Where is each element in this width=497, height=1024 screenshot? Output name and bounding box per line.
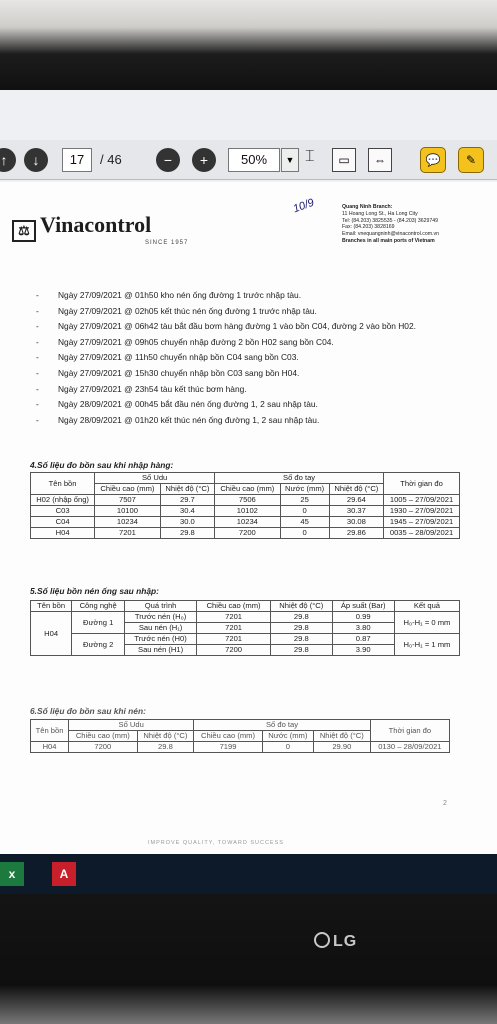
header-cell: Thời gian đo xyxy=(370,720,449,742)
table-row xyxy=(31,506,460,517)
header-cell: Công nghệ xyxy=(72,601,125,612)
table-cell: 7199 xyxy=(194,742,262,753)
branch-line: Branches in all main ports of Vietnam xyxy=(342,237,435,244)
table-cell: C03 xyxy=(31,506,95,517)
log-entry: - Ngày 27/09/2021 @ 09h05 chuyển nhập đường 2 bồn H02 sang bồn C04. xyxy=(36,336,334,347)
table-cell: Trước nén (H0) xyxy=(125,634,197,645)
table-cell: 7201 xyxy=(95,528,161,539)
line-compression-table xyxy=(30,600,460,656)
table-cell: 1945 – 27/09/2021 xyxy=(384,517,460,528)
page-number-input[interactable]: 17 xyxy=(62,148,92,172)
event-log xyxy=(36,290,476,430)
header-cell: Nhiệt độ (°C) xyxy=(137,731,194,742)
table-cell: 30.4 xyxy=(160,506,214,517)
header-cell: Nhiệt độ (°C) xyxy=(160,484,214,495)
tank-after-import-table xyxy=(30,472,460,539)
table-cell: 0 xyxy=(262,742,313,753)
fit-width-icon[interactable]: ⇔ xyxy=(368,148,392,172)
logo-text: Vinacontrol xyxy=(40,212,152,237)
header-cell: Chiều cao (mm) xyxy=(194,731,262,742)
table-cell: 29.8 xyxy=(137,742,194,753)
table-row xyxy=(31,742,450,753)
header-cell: Nhiệt độ (°C) xyxy=(329,484,383,495)
log-entry: - Ngày 27/09/2021 @ 23h54 tàu kết thúc bơm hàng. xyxy=(36,383,247,394)
screen xyxy=(0,90,497,870)
table-cell: Sau nén (H₁) xyxy=(125,623,197,634)
table-cell: 0035 – 28/09/2021 xyxy=(384,528,460,539)
table-cell: 25 xyxy=(280,495,329,506)
table-cell: H04 xyxy=(31,612,72,656)
branch-line: Quang Ninh Branch: xyxy=(342,204,393,210)
table-cell: Sau nén (H1) xyxy=(125,645,197,656)
pdf-page xyxy=(0,182,497,870)
table-cell: 7201 xyxy=(197,623,271,634)
header-cell: Tên bồn xyxy=(31,720,69,742)
table-cell: 7506 xyxy=(215,495,281,506)
lg-circle-icon xyxy=(314,932,330,948)
branch-line: Tel: (84.203) 3825535 - (84.203) 3629749 xyxy=(342,217,439,224)
pdf-toolbar xyxy=(0,140,497,180)
log-entry: - Ngày 28/09/2021 @ 00h45 bắt đầu nén ống đường 1, 2 sau nhập tàu. xyxy=(36,399,318,410)
table-cell: 30.0 xyxy=(160,517,214,528)
table-row xyxy=(31,528,460,539)
monitor-bezel-top xyxy=(0,0,497,90)
table-cell: C04 xyxy=(31,517,95,528)
lg-logo: LG xyxy=(314,932,357,951)
taskbar xyxy=(0,854,497,894)
prev-page-button[interactable]: ↑ xyxy=(0,148,16,172)
fit-page-icon[interactable]: ▭ xyxy=(332,148,356,172)
logo-since: SINCE 1957 xyxy=(145,240,189,246)
select-tool-icon[interactable]: ⌶ xyxy=(305,148,315,165)
header-cell: Số đo tay xyxy=(215,473,384,484)
table-cell: Trước nén (H₀) xyxy=(125,612,197,623)
table-cell: 0 xyxy=(280,528,329,539)
table-row xyxy=(31,634,460,645)
table-cell: 7507 xyxy=(95,495,161,506)
log-entry: - Ngày 27/09/2021 @ 15h30 chuyển nhập bồn C03 sang bồn H04. xyxy=(36,367,300,378)
table-cell: H₀-H₁ = 0 mm xyxy=(394,612,459,634)
table-cell: 29.8 xyxy=(271,634,332,645)
header-cell: Nhiệt độ (°C) xyxy=(271,601,332,612)
footer-slogan: IMPROVE QUALITY, TOWARD SUCCESS xyxy=(148,840,284,846)
table-cell: Đường 2 xyxy=(72,634,125,656)
branch-line: 11 Hoang Long St., Ha Long City xyxy=(342,210,418,217)
table-cell: 30.37 xyxy=(329,506,383,517)
header-cell: Kết quả xyxy=(394,601,459,612)
header-cell: Nước (mm) xyxy=(280,484,329,495)
table-cell: 30.08 xyxy=(329,517,383,528)
log-entry: - Ngày 27/09/2021 @ 01h50 kho nén ống đường 1 trước nhập tàu. xyxy=(36,290,302,300)
log-entry: - Ngày 27/09/2021 @ 06h42 tàu bắt đầu bơm hàng đường 1 vào bồn C04, đường 2 vào bồn H02. xyxy=(36,321,416,332)
table-row xyxy=(31,495,460,506)
header-cell: Chiều cao (mm) xyxy=(215,484,281,495)
section5-title: 5.Số liệu bồn nén ống sau nhập: xyxy=(30,586,159,596)
log-entry: - Ngày 27/09/2021 @ 11h50 chuyển nhập bồn C04 sang bồn C03. xyxy=(36,352,299,363)
header-cell: Áp suất (Bar) xyxy=(332,601,394,612)
header-cell: Chiều cao (mm) xyxy=(197,601,271,612)
table-cell: 10234 xyxy=(95,517,161,528)
table-cell: 29.7 xyxy=(160,495,214,506)
table-cell: 0130 – 28/09/2021 xyxy=(370,742,449,753)
table-cell: 0.87 xyxy=(332,634,394,645)
header-cell: Tên bồn xyxy=(31,601,72,612)
table-cell: H₀-H₁ = 1 mm xyxy=(394,634,459,656)
table-cell: 7200 xyxy=(69,742,137,753)
table-cell: 29.8 xyxy=(271,623,332,634)
scales-icon: ⚖ xyxy=(12,220,36,242)
header-cell: Chiều cao (mm) xyxy=(69,731,137,742)
table-cell: 0 xyxy=(280,506,329,517)
table-cell: 7201 xyxy=(197,612,271,623)
table-cell: 29.8 xyxy=(271,612,332,623)
table-cell: 0.99 xyxy=(332,612,394,623)
handwritten-signature: 10/9 xyxy=(291,196,316,216)
tank-after-compression-table xyxy=(30,719,450,753)
header-cell: Nhiệt độ (°C) xyxy=(313,731,370,742)
table-cell: 10234 xyxy=(215,517,281,528)
table-cell: 7200 xyxy=(197,645,271,656)
table-cell: 10100 xyxy=(95,506,161,517)
table-cell: 7200 xyxy=(215,528,281,539)
comment-icon[interactable]: 💬 xyxy=(420,147,446,173)
table-cell: 29.90 xyxy=(313,742,370,753)
monitor-bezel-bottom xyxy=(0,894,497,1024)
log-entry: - Ngày 28/09/2021 @ 01h20 kết thúc nén ống đường 1, 2 sau nhập tàu. xyxy=(36,414,320,425)
table-cell: H04 xyxy=(31,742,69,753)
header-cell: Nước (mm) xyxy=(262,731,313,742)
section4-title: 4.Số liệu đo bồn sau khi nhập hàng: xyxy=(30,460,174,470)
zoom-dropdown[interactable]: ▼ xyxy=(281,148,299,172)
sign-icon[interactable]: ✎ xyxy=(458,147,484,173)
branch-line: Fax: (84.203) 3828169 xyxy=(342,224,395,231)
acrobat-taskbar-icon[interactable]: A xyxy=(52,862,76,886)
table-cell: 29.8 xyxy=(160,528,214,539)
table-row xyxy=(31,612,460,623)
table-cell: H02 (nhập ống) xyxy=(31,495,95,506)
table-cell: H04 xyxy=(31,528,95,539)
header-cell: Quá trình xyxy=(125,601,197,612)
table-cell: 29.64 xyxy=(329,495,383,506)
zoom-input[interactable]: 50% xyxy=(228,148,280,172)
table-cell: 10102 xyxy=(215,506,281,517)
header-cell: Chiều cao (mm) xyxy=(95,484,161,495)
branch-line: Email: vnequangninh@vinacontrol.com.vn xyxy=(342,231,439,238)
log-entry: - Ngày 27/09/2021 @ 02h05 kết thúc nén ống đường 1 trước nhập tàu. xyxy=(36,305,317,316)
table-cell: 1005 – 27/09/2021 xyxy=(384,495,460,506)
page-number: 2 xyxy=(443,800,447,807)
next-page-button[interactable]: ↓ xyxy=(24,148,48,172)
table-cell: 3.90 xyxy=(332,645,394,656)
header-cell: Số Udu xyxy=(69,720,194,731)
table-row xyxy=(31,517,460,528)
section6-title: 6.Số liệu đo bồn sau khi nén: xyxy=(30,706,146,716)
zoom-in-button[interactable]: + xyxy=(192,148,216,172)
table-cell: 45 xyxy=(280,517,329,528)
header-cell: Thời gian đo xyxy=(384,473,460,495)
table-cell: 29.8 xyxy=(271,645,332,656)
excel-taskbar-icon[interactable]: x xyxy=(0,862,24,886)
vinacontrol-logo xyxy=(12,212,151,242)
table-cell: 29.86 xyxy=(329,528,383,539)
table-cell: 7201 xyxy=(197,634,271,645)
table-cell: 3.80 xyxy=(332,623,394,634)
page-total: / 46 xyxy=(100,152,122,167)
table-cell: 1930 – 27/09/2021 xyxy=(384,506,460,517)
header-cell: Số Udu xyxy=(95,473,215,484)
header-cell: Số đo tay xyxy=(194,720,370,731)
branch-info xyxy=(342,204,439,245)
header-cell: Tên bồn xyxy=(31,473,95,495)
zoom-out-button[interactable]: − xyxy=(156,148,180,172)
table-cell: Đường 1 xyxy=(72,612,125,634)
